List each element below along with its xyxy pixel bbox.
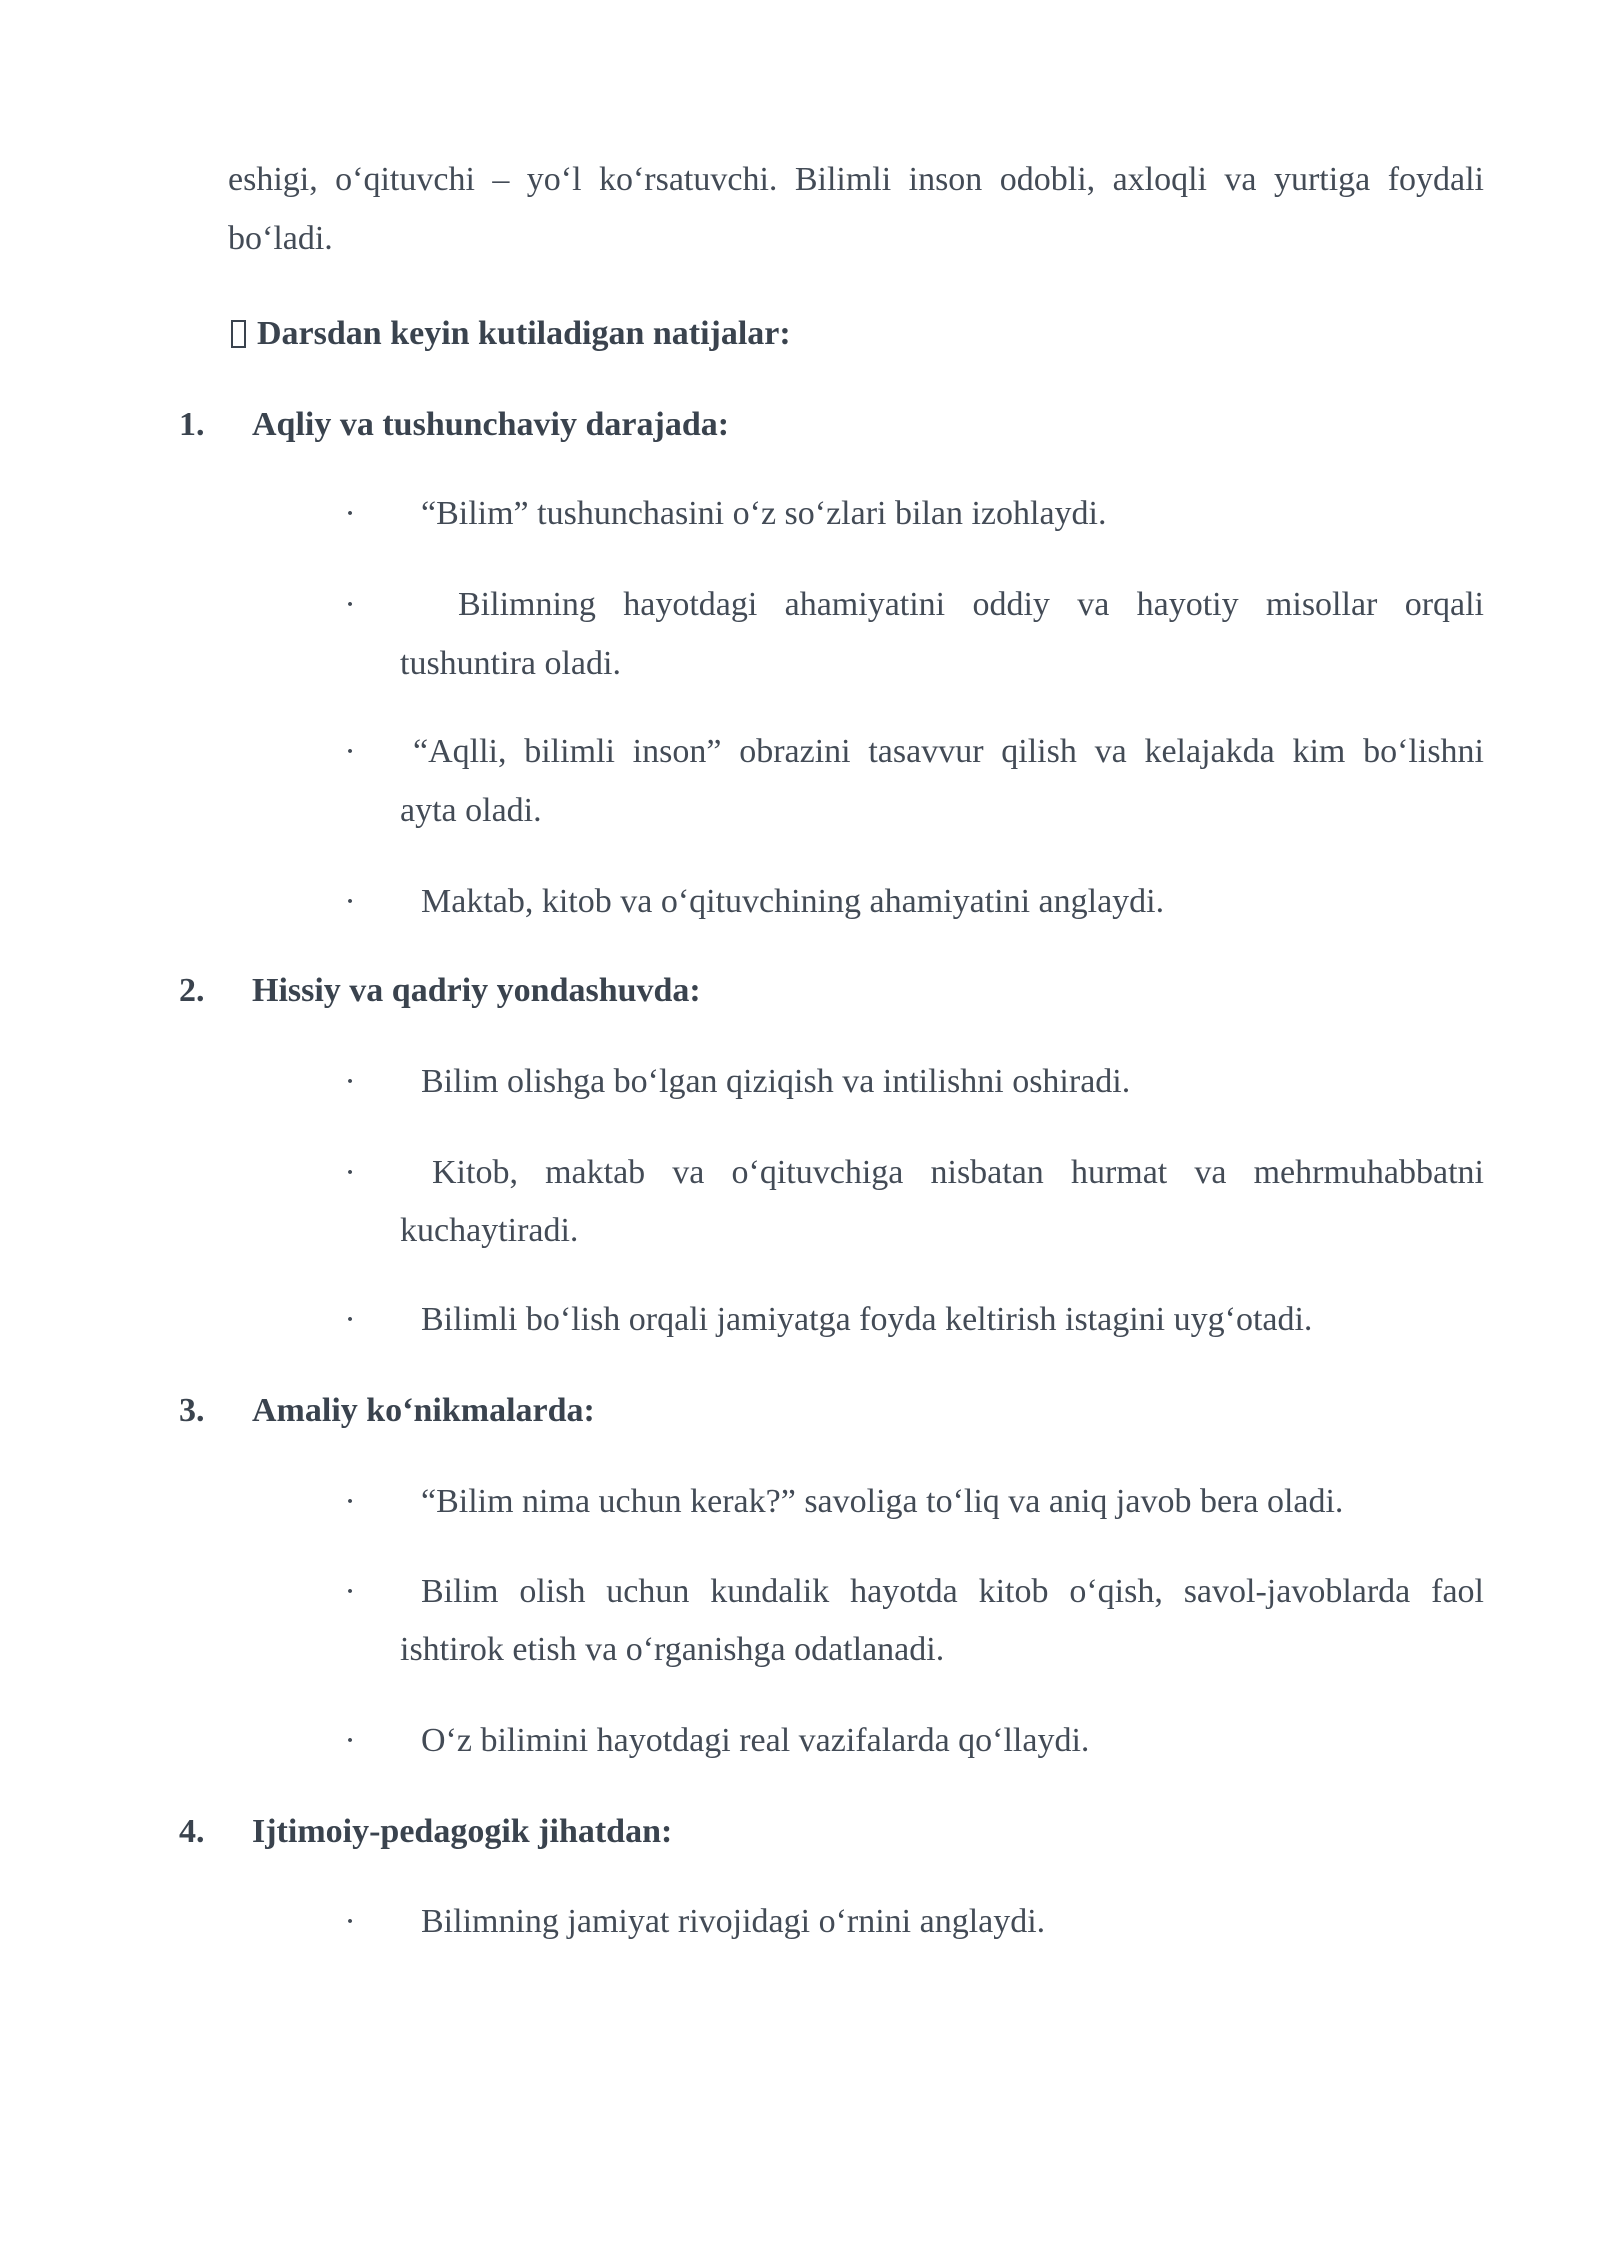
list-item: Maktab, kitob va o‘qituvchining ahamiyatini anglaydi. <box>421 883 1165 920</box>
list-item: Bilimning jamiyat rivojidagi o‘rnini anglaydi. <box>421 1903 1046 1940</box>
bullet-marker: · <box>344 1903 356 1940</box>
bullet-marker: · <box>344 1483 356 1520</box>
missing-glyph-box-icon <box>231 320 246 348</box>
list-item: “Aqlli, bilimli inson” obrazini tasavvur qilish va kelajakda kim bo‘lishni <box>413 733 1484 770</box>
bullet-marker: · <box>344 1722 356 1759</box>
outcomes-heading: Darsdan keyin kutiladigan natijalar: <box>257 315 791 352</box>
section-title: Aqliy va tushunchaviy darajada: <box>252 406 730 443</box>
section-title: Hissiy va qadriy yondashuvda: <box>252 972 701 1009</box>
list-item: Bilim olish uchun kundalik hayotda kitob o‘qish, savol-javoblarda faol <box>421 1573 1484 1610</box>
list-item: “Bilim nima uchun kerak?” savoliga to‘liq va aniq javob bera oladi. <box>421 1483 1344 1520</box>
intro-line: eshigi, o‘qituvchi – yo‘l ko‘rsatuvchi. Bilimli inson odobli, axloqli va yurtiga foydali <box>228 161 1484 198</box>
bullet-marker: · <box>344 733 356 770</box>
section-title: Amaliy ko‘nikmalarda: <box>252 1392 595 1429</box>
bullet-marker: · <box>344 1063 356 1100</box>
list-item-continuation: tushuntira oladi. <box>400 645 621 682</box>
section-number: 4. <box>179 1813 205 1850</box>
list-item: O‘z bilimini hayotdagi real vazifalarda qo‘llaydi. <box>421 1722 1090 1759</box>
bullet-marker: · <box>344 1573 356 1610</box>
section-number: 1. <box>179 406 205 443</box>
list-item-continuation: ayta oladi. <box>400 792 542 829</box>
bullet-marker: · <box>344 1301 356 1338</box>
bullet-marker: · <box>344 1154 356 1191</box>
list-item-continuation: kuchaytiradi. <box>400 1212 579 1249</box>
bullet-marker: · <box>344 586 356 623</box>
list-item: Kitob, maktab va o‘qituvchiga nisbatan hurmat va mehrmuhabbatni <box>432 1154 1484 1191</box>
section-title: Ijtimoiy-pedagogik jihatdan: <box>252 1813 673 1850</box>
section-number: 3. <box>179 1392 205 1429</box>
section-number: 2. <box>179 972 205 1009</box>
intro-line: bo‘ladi. <box>228 220 333 257</box>
list-item: Bilimning hayotdagi ahamiyatini oddiy va hayotiy misollar orqali <box>458 586 1484 623</box>
list-item: “Bilim” tushunchasini o‘z so‘zlari bilan izohlaydi. <box>421 495 1107 532</box>
list-item: Bilimli bo‘lish orqali jamiyatga foyda keltirish istagini uyg‘otadi. <box>421 1301 1313 1338</box>
bullet-marker: · <box>344 883 356 920</box>
list-item: Bilim olishga bo‘lgan qiziqish va intilishni oshiradi. <box>421 1063 1131 1100</box>
bullet-marker: · <box>344 495 356 532</box>
list-item-continuation: ishtirok etish va o‘rganishga odatlanadi. <box>400 1631 945 1668</box>
